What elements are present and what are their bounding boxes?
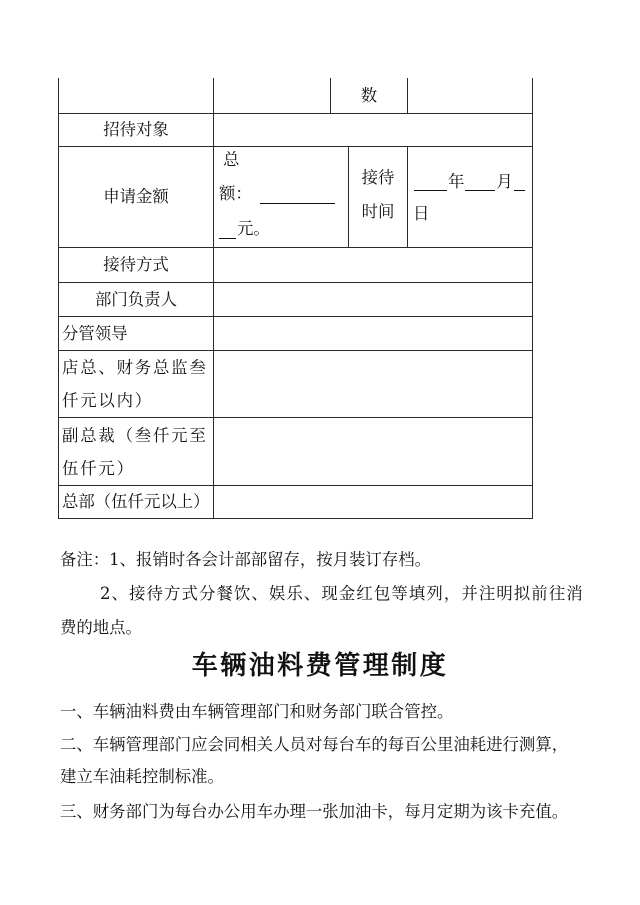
policy-line-3: 建立车油耗控制标准。 xyxy=(60,767,224,786)
policy-line-2: 二、车辆管理部门应会同相关人员对每台车的每百公里油耗进行测算， xyxy=(60,735,569,754)
vice-president-label-line1: 副总裁（叁仟元至 xyxy=(62,425,208,445)
unit-char-label: 数 xyxy=(360,85,378,105)
method-value-cell xyxy=(213,247,533,283)
top-row-cell-3 xyxy=(330,78,408,114)
store-finance-label-line1: 店总、财务总监叁 xyxy=(62,358,208,377)
dept-head-value-cell xyxy=(213,282,533,317)
vice-president-value-cell xyxy=(213,417,533,486)
amount-label-cell xyxy=(58,146,214,248)
guest-label: 招待对象 xyxy=(103,120,169,139)
reception-time-label-line1: 接待 xyxy=(361,168,395,187)
top-row-cell-2 xyxy=(213,78,331,114)
reception-time-label-cell xyxy=(348,146,408,248)
supervisor-value-cell xyxy=(213,316,533,351)
top-row-cell-1 xyxy=(58,78,214,114)
store-finance-label-line2: 仟元以内） xyxy=(62,391,153,410)
reception-time-label-line2: 时间 xyxy=(361,202,395,221)
year-char: 年 xyxy=(448,172,465,191)
section-title: 车辆油料费管理制度 xyxy=(191,651,449,681)
day-blank xyxy=(514,174,525,191)
dept-head-label-cell xyxy=(58,282,214,317)
amount-label: 申请金额 xyxy=(103,187,169,206)
total-suffix: 元。 xyxy=(237,219,270,238)
headquarters-label-cell xyxy=(58,485,214,519)
date-line xyxy=(413,171,526,193)
guest-value-cell xyxy=(213,113,533,147)
store-finance-value-cell xyxy=(213,350,533,418)
note-line-1: 备注：1、报销时各会计部部留存，按月装订存档。 xyxy=(60,550,432,569)
headquarters-label: 总部（伍仟元以上） xyxy=(62,492,210,511)
policy-line-4: 三、财务部门为每台办公用车办理一张加油卡，每月定期为该卡充值。 xyxy=(60,802,569,821)
supervisor-label: 分管领导 xyxy=(62,323,128,343)
total-amount-blank-line xyxy=(260,203,335,204)
method-label: 接待方式 xyxy=(103,255,169,274)
day-char: 日 xyxy=(413,204,430,223)
month-blank xyxy=(465,174,495,191)
top-row-cell-4 xyxy=(407,78,533,114)
note-line-3: 费的地点。 xyxy=(60,618,142,637)
year-blank xyxy=(414,174,447,191)
vice-president-label-cell xyxy=(58,417,214,486)
method-label-cell xyxy=(58,247,214,283)
store-finance-label-cell xyxy=(58,350,214,418)
month-char: 月 xyxy=(496,172,513,191)
reception-date-cell xyxy=(407,146,533,248)
vice-president-label-line2: 伍仟元） xyxy=(62,458,135,478)
policy-line-1: 一、车辆油料费由车辆管理部门和财务部门联合管控。 xyxy=(60,702,454,721)
total-prefix: 额： xyxy=(219,184,252,203)
dept-head-label: 部门负责人 xyxy=(95,289,177,309)
total-char: 总 xyxy=(223,150,240,169)
note-line-2: 2、接待方式分餐饮、娱乐、现金红包等填列，并注明拟前往消 xyxy=(100,584,584,603)
total-amount-blank-line-2 xyxy=(219,238,236,239)
supervisor-label-cell xyxy=(58,316,214,351)
guest-label-cell xyxy=(58,113,214,147)
headquarters-value-cell xyxy=(213,485,533,519)
amount-total-cell xyxy=(213,146,349,248)
